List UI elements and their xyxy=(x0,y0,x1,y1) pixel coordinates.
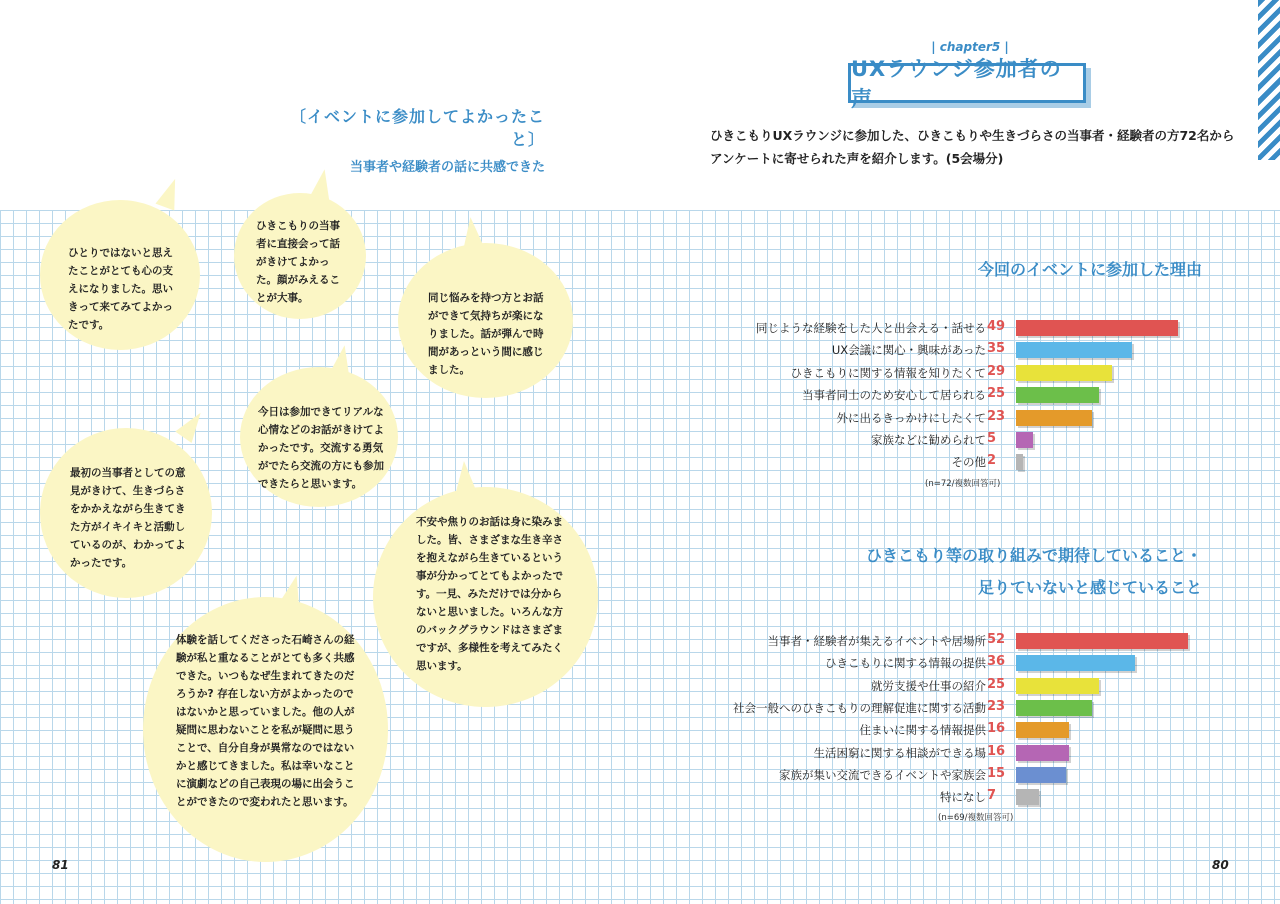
bar-label: 同じような経験をした人と出会える・話せる xyxy=(756,321,986,335)
bar-label: 当事者同士のため安心して居られる xyxy=(802,388,986,403)
bar-value: 49 xyxy=(987,319,1006,334)
bar-value: 2 xyxy=(987,453,997,469)
bar xyxy=(1016,320,1178,336)
bar-label: 住まいに関する情報提供 xyxy=(859,723,986,738)
bar-label: 外に出るきっかけにしたくて xyxy=(836,410,986,425)
comment-text: 今日は参加できてリアルな心情などのお話がきけてよかったです。交流する勇気がでたら交流の方にも参加できたらと思います。 xyxy=(258,406,384,490)
bar xyxy=(1016,745,1069,761)
left-section-heading xyxy=(275,104,545,175)
bar-label: 就労支援や仕事の紹介 xyxy=(871,678,986,693)
section-subheading: 当事者や経験者の話に共感できた xyxy=(349,160,545,175)
bar-value: 16 xyxy=(987,743,1006,759)
chart-title-line: ひきこもり等の取り組みで期待していること・ xyxy=(865,546,1202,565)
page-number-left: 81 xyxy=(52,858,69,872)
comment-bubble xyxy=(240,367,398,507)
chapter-label: | chapter5 | xyxy=(931,40,1009,54)
chart-title xyxy=(866,540,1202,604)
comment-text: 同じ悩みを持つ方とお話ができて気持ちが楽になりました。話が弾んで時間があっという間に感じました。 xyxy=(428,292,544,376)
comment-text: ひきこもりの当事者に直接会って話がきけてよかった。顔がみえることが大事。 xyxy=(256,220,340,304)
comment-text: 体験を話してくださった石崎さんの経験が私と重なることがとても多く共感できた。いつもなぜ生まれてきたのだろうか? 存在しない方がよかったのではないかと思っていました。他の人が疑問に思わないことを私が疑問に思うことで、自分自身が異常なのではないかと感じてきました。私は幸いなことに演劇などの自己表現の場に出会うことができたので変われたと思います。 xyxy=(176,634,355,808)
comment-text: 不安や焦りのお話は身に染みました。皆、さまざまな生き辛さを抱えながら生きているという事が分かってとてもよかったです。一見、みただけでは分からないと思いました。いろんな方のバックグラウンドはさまざまですが、多様性を考えてみたく思います。 xyxy=(416,516,563,672)
bar-value: 16 xyxy=(987,721,1006,737)
comment-text: 最初の当事者としての意見がきけて、生きづらさをかかえながら生きてきた方がイキイキと活動しているのが、わかってよかったです。 xyxy=(70,467,186,569)
bar-label: 家族が集い交流できるイベントや家族会 xyxy=(779,767,986,782)
comment-text: ひとりではないと思えたことがとても心の支えになりました。思いきって来てみてよかったです。 xyxy=(68,247,173,331)
bar xyxy=(1016,432,1033,448)
bar-value: 25 xyxy=(987,676,1006,692)
bar-value: 35 xyxy=(987,341,1006,357)
bar-label: ひきこもりに関する情報を知りたくて xyxy=(790,365,986,380)
bar-label: 社会一般へのひきこもりの理解促進に関する活動 xyxy=(733,700,986,715)
decorative-stripes xyxy=(1258,0,1280,160)
bar-label: 特になし xyxy=(940,790,986,805)
bar-value: 7 xyxy=(987,788,997,804)
bar xyxy=(1016,387,1099,403)
bar-value: 15 xyxy=(987,765,1006,781)
intro-text: ひきこもりUXラウンジに参加した、ひきこもりや生きづらさの当事者・経験者の方72名からアンケートに寄せられた声を紹介します。(5会場分) xyxy=(710,128,1235,166)
bar-value: 36 xyxy=(987,654,1006,670)
bar-value: 25 xyxy=(987,386,1006,402)
comment-bubble xyxy=(143,597,388,862)
bar xyxy=(1016,365,1112,381)
bar xyxy=(1016,722,1069,738)
bar xyxy=(1016,633,1188,649)
section-heading: 〔イベントに参加してよかったこと〕 xyxy=(289,107,545,149)
bar xyxy=(1016,767,1066,783)
bar xyxy=(1016,410,1092,426)
bar-value: 52 xyxy=(987,632,1006,647)
bar xyxy=(1016,655,1135,671)
bar-value: 5 xyxy=(987,431,997,446)
bar-value: 23 xyxy=(987,408,1006,424)
bar xyxy=(1016,342,1132,358)
bar-label: ひきこもりに関する情報の提供 xyxy=(825,656,986,671)
bar xyxy=(1016,789,1039,805)
bar-label: その他 xyxy=(951,455,986,470)
comment-bubble xyxy=(40,200,200,350)
comment-bubble xyxy=(398,243,573,398)
bar-label: 当事者・経験者が集えるイベントや居場所 xyxy=(767,634,986,648)
chart-title-line: 足りていないと感じていること xyxy=(977,578,1202,597)
chart-note: (n=72/複数回答可) xyxy=(925,479,1001,489)
chart-title: 今回のイベントに参加した理由 xyxy=(977,260,1202,279)
bar-label: 家族などに勧められて xyxy=(871,433,986,447)
bar-value: 29 xyxy=(987,363,1006,379)
bar xyxy=(1016,678,1099,694)
page-number-right: 80 xyxy=(1212,858,1229,872)
bar-value: 23 xyxy=(987,698,1006,714)
bar-label: UX会議に関心・興味があった xyxy=(831,343,986,358)
comment-bubble xyxy=(373,487,598,707)
bar xyxy=(1016,700,1092,716)
comment-bubble xyxy=(234,193,366,319)
comment-bubble xyxy=(40,428,212,598)
bar-label: 生活困窮に関する相談ができる場 xyxy=(813,745,986,760)
bar xyxy=(1016,454,1023,470)
chapter-title: UXラウンジ参加者の声 xyxy=(848,63,1086,103)
chart-note: (n=69/複数回答可) xyxy=(938,813,1014,823)
